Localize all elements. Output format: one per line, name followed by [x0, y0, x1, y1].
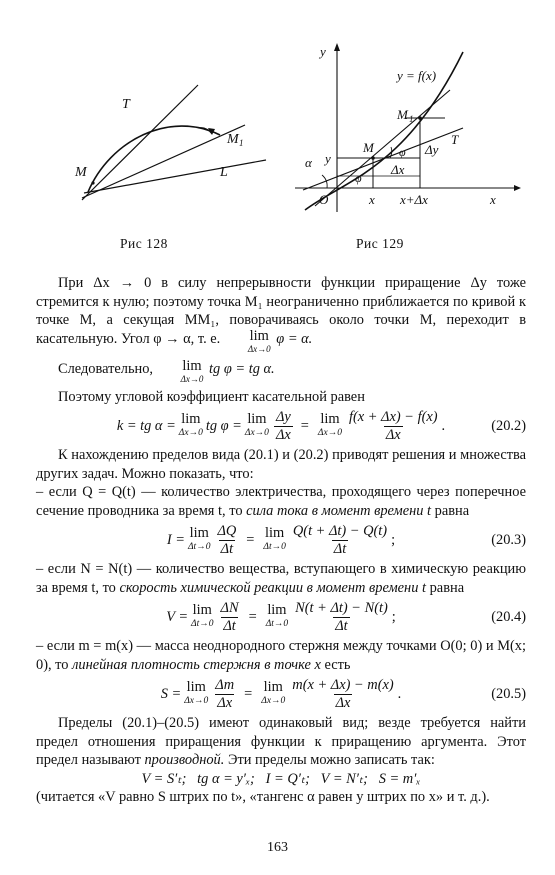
paragraph-4: К нахождению пределов вида (20.1) и (20.2) приводят решения и множества других задач. Можно показать, что: — [36, 447, 526, 482]
label-T: T — [122, 97, 130, 112]
paragraph-3: Поэтому угловой коэффициент касательной равен — [58, 388, 365, 405]
figure-128 — [70, 80, 270, 220]
label-O: O — [319, 192, 329, 207]
figure-129-drawing — [285, 40, 525, 215]
page-text — [36, 274, 526, 807]
equation-20-2: k = tg α = lim Δx→0 tg φ = lim Δx→0 $\frac{\Delta y}{\Delta x}$ = lim Δx→0 $\frac{f(x + \Delta x) - f(x)}{\Delta x}$ . (20.2) — [116, 408, 526, 443]
label-phi-bottom: φ — [355, 171, 362, 185]
caption-figure-129: Рис 129 — [356, 236, 404, 251]
inline-limit: lim Δx→0 — [247, 327, 271, 354]
equation-number: (20.4) — [491, 608, 526, 625]
label-L: L — [220, 165, 228, 180]
paragraph-7: – если m = m(x) — масса неоднородного стержня между точками O(0; 0) и M(x; 0), то линейная плотность стержня в точке x есть — [36, 638, 526, 673]
label-y-axis: y — [320, 44, 326, 59]
figure-128-drawing — [70, 80, 270, 220]
label-alpha: α — [305, 155, 312, 170]
label-M1-sub: 1 — [409, 114, 414, 124]
paragraph-5: – если Q = Q(t) — количество электричества, проходящего через поперечное сечение проводника за время t, то сила тока в момент времени t равна — [36, 484, 526, 519]
derivative-notation: V = S′ₜ; tg α = y′ₓ; I = Q′ₜ; V = N′ₜ; S = m′ₓ — [141, 770, 421, 787]
label-M: M — [363, 140, 374, 155]
label-M1-sub: 1 — [239, 138, 244, 148]
label-dx: Δx — [391, 162, 405, 177]
paragraph-6: – если N = N(t) — количество вещества, вступающего в химическую реакцию за время t, то скорость химической реакции в момент времени t равна — [36, 561, 526, 596]
paragraph-9: (читается «V равно S штрих по t», «тангенс α равен y штрих по x» и т. д.). — [36, 789, 490, 805]
label-x-dx-tick: x+Δx — [400, 192, 428, 207]
equation-number: (20.5) — [491, 685, 526, 702]
equation-20-4: V = lim Δt→0 $\frac{\Delta N}{\Delta t}$ = lim Δt→0 $\frac{N(t + \Delta t) - N(t)}{\Delta t}$ ; (20.4) — [166, 599, 526, 634]
label-x-axis: x — [490, 192, 496, 207]
paragraph-2: Следовательно, lim Δx→0 tg φ = tg α. — [58, 357, 275, 384]
equation-number: (20.3) — [491, 531, 526, 548]
inline-limit: lim Δx→0 — [180, 357, 204, 384]
label-y-tick: y — [325, 151, 331, 166]
caption-figure-128: Рис 128 — [120, 236, 168, 251]
label-T: T — [451, 132, 459, 147]
label-M1: M — [397, 107, 408, 122]
paragraph-1: При Δx → 0 в силу непрерывности функции приращение Δy тоже стремится к нулю; поэтому точка M₁ неограниченно приближается по кривой к точке M, а секущая MM₁, поворачиваясь около точки M, переходит в касательную. Угол φ → α, т. е. lim Δx→0 φ = α. — [36, 275, 526, 354]
label-dy: Δy — [425, 142, 439, 157]
equation-20-5: S = lim Δx→0 $\frac{\Delta m}{\Delta x}$ = lim Δx→0 $\frac{m(x + \Delta x) - m(x)}{\Delta x}$ . (20.5) — [160, 676, 526, 711]
label-M1: M — [227, 132, 239, 147]
figure-129 — [285, 40, 525, 215]
page-number: 163 — [267, 840, 288, 855]
equation-number: (20.2) — [491, 417, 526, 434]
paragraph-8: Пределы (20.1)–(20.5) имеют одинаковый вид; везде требуется найти предел отношения приращения функции к приращению аргумента. Этот предел называют производной. Эти пределы можно записать так: — [36, 715, 526, 768]
label-M: M — [75, 165, 87, 180]
label-phi-top: φ — [399, 145, 406, 159]
equation-20-3: I = lim Δt→0 $\frac{\Delta Q}{\Delta t}$ = lim Δt→0 $\frac{Q(t + \Delta t) - Q(t)}{\Delta t}$ ; (20.3) — [166, 522, 526, 557]
label-curve: y = f(x) — [397, 68, 437, 83]
label-x-tick: x — [369, 192, 375, 207]
